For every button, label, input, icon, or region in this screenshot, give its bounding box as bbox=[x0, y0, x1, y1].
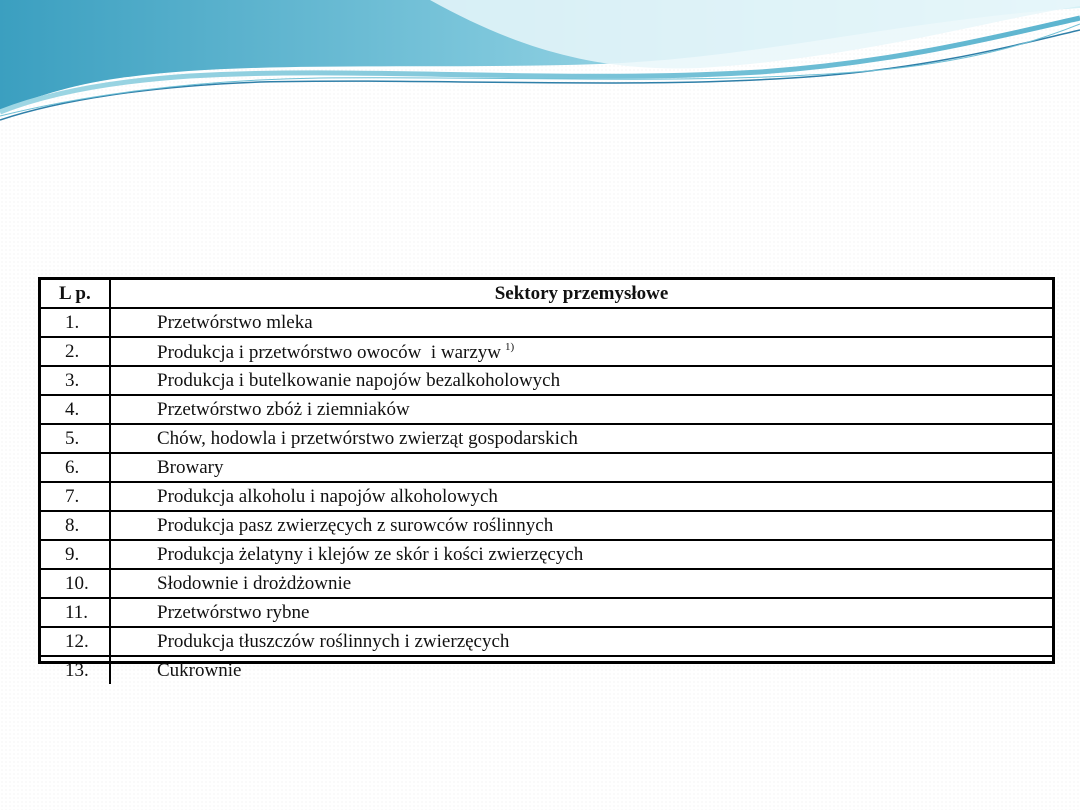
table-row bbox=[41, 366, 1052, 395]
sector-name-cell bbox=[110, 482, 1052, 511]
sector-name-cell bbox=[110, 656, 1052, 684]
sector-name-cell bbox=[110, 511, 1052, 540]
sector-name: Chów, hodowla i przetwórstwo zwierząt gospodarskich bbox=[157, 428, 578, 449]
table-row bbox=[41, 308, 1052, 337]
row-number: 4. bbox=[41, 395, 110, 424]
table-row bbox=[41, 337, 1052, 366]
sector-name: Przetwórstwo zbóż i ziemniaków bbox=[157, 399, 410, 420]
sector-name: Produkcja żelatyny i klejów ze skór i kości zwierzęcych bbox=[157, 544, 584, 565]
sectors-table bbox=[38, 277, 1055, 681]
sector-name: Cukrownie bbox=[157, 660, 242, 681]
column-header-lp: L p. bbox=[41, 280, 110, 308]
sector-name-cell bbox=[110, 424, 1052, 453]
sector-name: Produkcja pasz zwierzęcych z surowców roślinnych bbox=[157, 515, 554, 536]
decorative-wave-banner bbox=[0, 0, 1080, 140]
row-number: 5. bbox=[41, 424, 110, 453]
row-number: 2. bbox=[41, 337, 110, 366]
table-header-row bbox=[41, 280, 1052, 308]
sector-name: Produkcja tłuszczów roślinnych i zwierzęcych bbox=[157, 631, 510, 652]
sector-name-cell bbox=[110, 540, 1052, 569]
sector-name: Browary bbox=[157, 457, 224, 478]
row-number: 13. bbox=[41, 656, 110, 684]
row-number: 10. bbox=[41, 569, 110, 598]
table-row bbox=[41, 424, 1052, 453]
table-row bbox=[41, 540, 1052, 569]
table-row bbox=[41, 453, 1052, 482]
footnote-marker: 1) bbox=[505, 340, 515, 353]
row-number: 11. bbox=[41, 598, 110, 627]
column-header-sector: Sektory przemysłowe bbox=[110, 280, 1052, 308]
row-number: 3. bbox=[41, 366, 110, 395]
table-row bbox=[41, 395, 1052, 424]
sector-name: Przetwórstwo rybne bbox=[157, 602, 310, 623]
sector-name: Produkcja alkoholu i napojów alkoholowych bbox=[157, 486, 498, 507]
table-row bbox=[41, 482, 1052, 511]
sector-name: Przetwórstwo mleka bbox=[157, 312, 313, 333]
table-row bbox=[41, 627, 1052, 656]
row-number: 7. bbox=[41, 482, 110, 511]
sector-name-cell bbox=[110, 366, 1052, 395]
row-number: 1. bbox=[41, 308, 110, 337]
table-row bbox=[41, 656, 1052, 684]
row-number: 8. bbox=[41, 511, 110, 540]
sector-name-cell bbox=[110, 627, 1052, 656]
sector-name-cell bbox=[110, 569, 1052, 598]
table-row bbox=[41, 598, 1052, 627]
sector-name: Produkcja i przetwórstwo owoców i warzyw bbox=[157, 341, 502, 363]
sector-name: Produkcja i butelkowanie napojów bezalkoholowych bbox=[157, 370, 561, 391]
sector-name: Słodownie i drożdżownie bbox=[157, 573, 352, 594]
table-row bbox=[41, 511, 1052, 540]
table-row bbox=[41, 569, 1052, 598]
sector-name-cell bbox=[110, 598, 1052, 627]
sector-name-cell bbox=[110, 337, 1052, 366]
row-number: 9. bbox=[41, 540, 110, 569]
sector-name-cell bbox=[110, 453, 1052, 482]
sector-name-cell bbox=[110, 395, 1052, 424]
row-number: 6. bbox=[41, 453, 110, 482]
sector-name-cell bbox=[110, 308, 1052, 337]
row-number: 12. bbox=[41, 627, 110, 656]
